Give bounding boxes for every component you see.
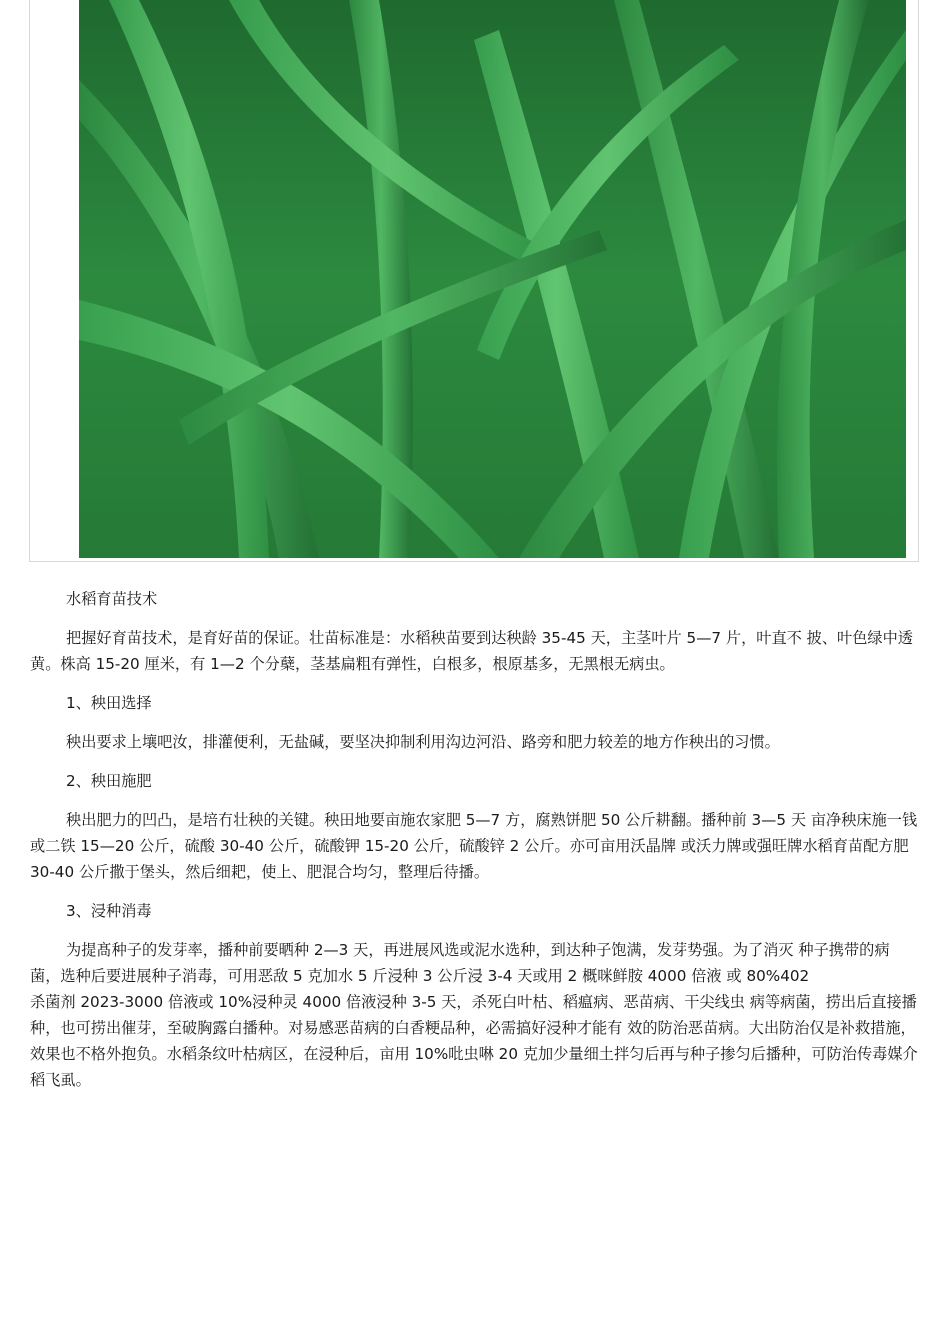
- section-heading-3: 3、浸种消毒: [66, 902, 152, 920]
- section-heading-2: 2、秧田施肥: [66, 772, 152, 790]
- section-heading-1: 1、秧田选择: [66, 694, 152, 712]
- article: [30, 586, 918, 1093]
- intro-paragraph: 把握好育苗技术，是育好苗的保证。壮苗标准是：水稻秧苗要到达秧龄 35-45 天，主茎叶片 5—7 片，叶直不 披、叶色绿中透黄。株高 15-20 厘米，有 1—2 个分蘖，茎基扁粗有弹性，白根多，根原基多，无黑根无病虫。: [30, 629, 913, 673]
- section-body-3-part1: 为提髙种子的发芽率，播种前要晒种 2—3 天，再进展风选或泥水选种，到达种子饱满，发芽势强。为了消灭 种子携带的病菌，选种后要进展种子消毒，可用恶敌 5 克加水 5 斤浸种 3 公斤浸 3-4 天或用 2 概咪鲜胺 4000 倍液 或 80%402: [30, 941, 890, 985]
- grass-leaves-image: [79, 0, 906, 558]
- article-title: 水稻育苗技术: [66, 590, 158, 608]
- section-body-2: 秧出肥力的凹凸，是培冇壮秧的关键。秧田地要亩施农家肥 5—7 方，腐熟饼肥 50 公斤耕翻。播种前 3—5 天 亩净秧床施一钱或二铁 15—20 公斤，硫酸 30-40 公斤，硫酸钾 15-20 公斤，硫酸锌 2 公斤。亦可亩用沃晶牌 或沃力牌或强旺牌水稻育苗配方肥 30-40 公斤撒于堡头，然后细耙，使上、肥混合均匀，整理后待播。: [30, 811, 918, 881]
- section-body-3-part2: 杀菌剂 2023-3000 倍液或 10%浸种灵 4000 倍液浸种 3-5 天，杀死白叶枯、稻瘟病、恶苗病、干尖线虫 病等病菌，捞出后直接播种，也可捞出催芽，至破胸露白播种。对易感恶苗病的白香粳品种，必需搞好浸种才能有 效的防治恶苗病。大出防治仅是补救措施，效果也不格外抱负。水稻条纹叶枯病区，在浸种后，亩用 10%吡虫啉 20 克加少量细土拌匀后再与种子掺匀后播种，可防治传毒媒介稻飞虱。: [30, 993, 918, 1089]
- rice-seedling-photo: [79, 0, 906, 558]
- section-body-1: 秧出要求上壤吧汝，排灌便利，无盐碱，要坚决抑制利用沟边河沿、路旁和肥力较差的地方作秧出的习惯。: [66, 733, 780, 751]
